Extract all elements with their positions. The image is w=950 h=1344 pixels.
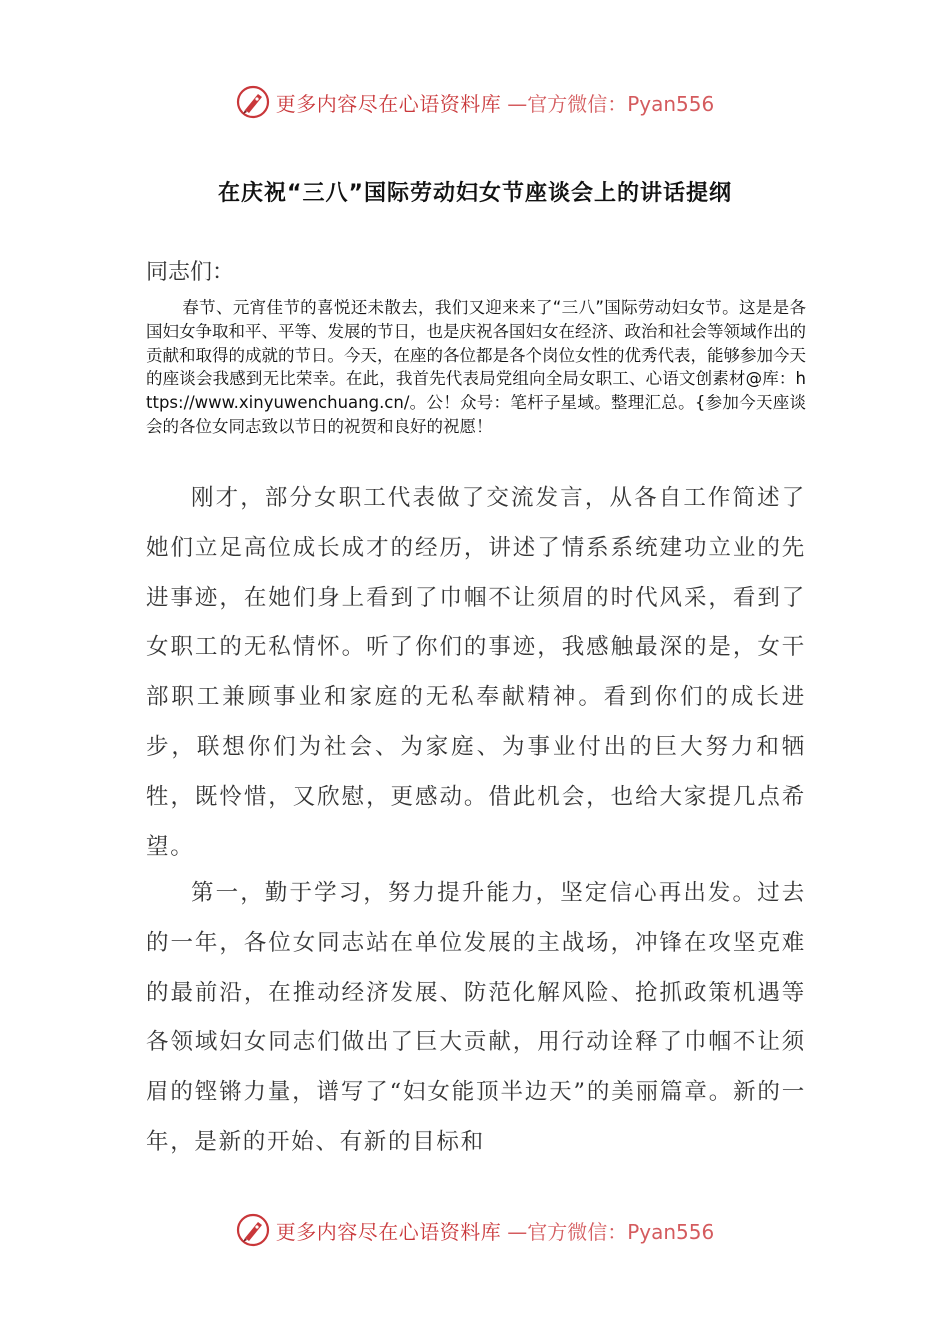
banner-main-text: 更多内容尽在心语资料库 bbox=[275, 1219, 502, 1244]
paragraph-representatives: 刚才，部分女职工代表做了交流发言，从各自工作简述了她们立足高位成长成才的经历，讲述了情系系统建功立业的先进事迹，在她们身上看到了巾帼不让须眉的时代风采，看到了女职工的无私情怀。听了你们的事迹，我感触最深的是，女干部职工兼顾事业和家庭的无私奉献精神。看到你们的成长进步，联想你们为社会、为家庭、为事业付出的巨大努力和牺牲，既怜惜，又欣慰，更感动。借此机会，也给大家提几点希望。 bbox=[146, 485, 806, 860]
paragraph-intro: 春节、元宵佳节的喜悦还未散去，我们又迎来来了“三八”国际劳动妇女节。这是是各国妇女争取和平、平等、发展的节日，也是庆祝各国妇女在经济、政治和社会等领域作出的贡献和取得的成就的节日。今天，在座的各位都是各个岗位女性的优秀代表，能够参加今天的座谈会我感到无比荣幸。在此，我首先代表局党组向全局女职工、心语文创素材@库：https://www.xinyuwenchuang.cn/。公！众号：笔杆子星域。整理汇总。{参加今天座谈会的各位女同志致以节日的祝贺和良好的祝愿！ bbox=[146, 298, 806, 436]
banner-main-text: 更多内容尽在心语资料库 bbox=[275, 91, 502, 116]
banner-wechat-text: —官方微信：Pyan556 bbox=[507, 1219, 715, 1244]
header-banner bbox=[0, 80, 950, 124]
salutation: 同志们： bbox=[146, 260, 235, 285]
pen-nib-logo-icon bbox=[236, 85, 270, 119]
footer-banner bbox=[0, 1208, 950, 1252]
paragraph-first-point: 第一，勤于学习，努力提升能力，坚定信心再出发。过去的一年，各位女同志站在单位发展的主战场，冲锋在攻坚克难的最前沿，在推动经济发展、防范化解风险、抢抓政策机遇等各领域妇女同志们做出了巨大贡献，用行动诠释了巾帼不让须眉的铿锵力量，谱写了“妇女能顶半边天”的美丽篇章。新的一年，是新的开始、有新的目标和 bbox=[146, 880, 806, 1155]
pen-nib-logo-icon bbox=[236, 1213, 270, 1247]
banner-wechat-text: —官方微信：Pyan556 bbox=[507, 91, 715, 116]
document-title: 在庆祝“三八”国际劳动妇女节座谈会上的讲话提纲 bbox=[218, 181, 732, 206]
